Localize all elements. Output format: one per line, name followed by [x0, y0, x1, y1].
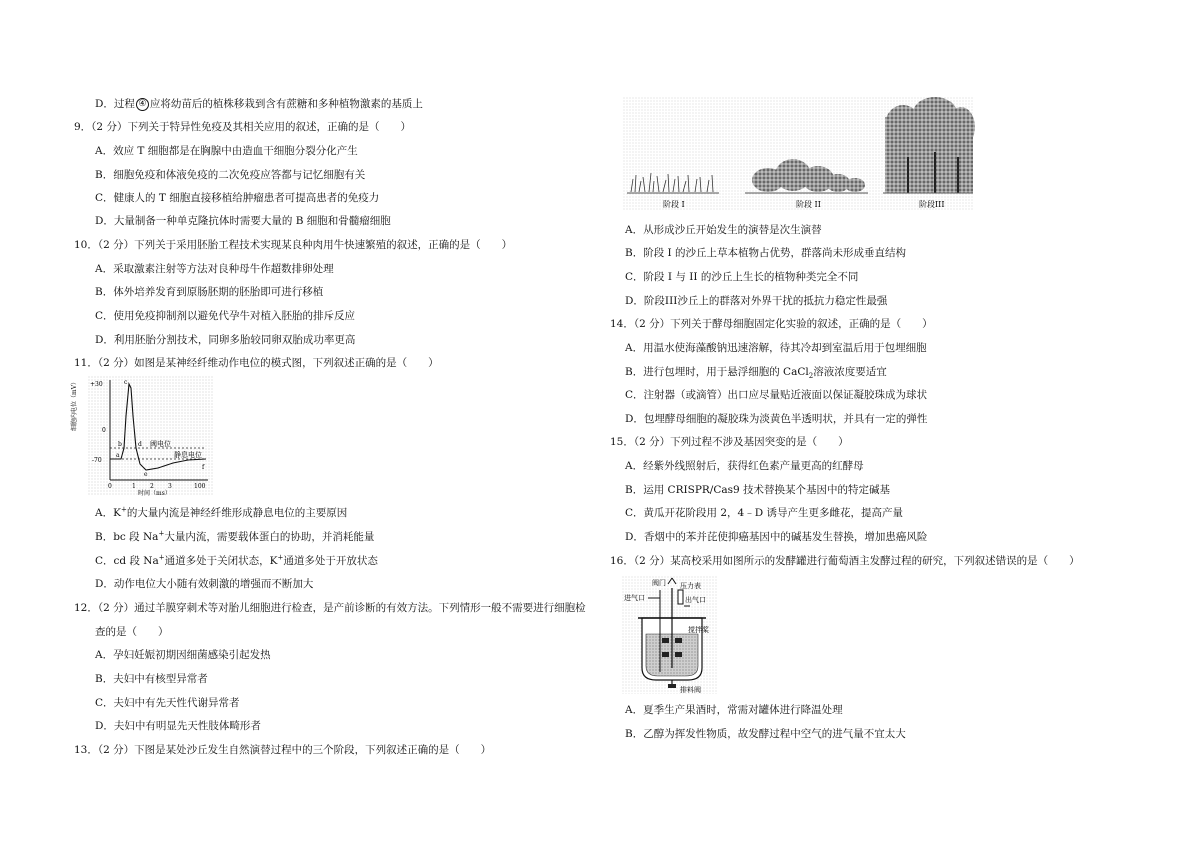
stirrer-label: 搅拌桨: [688, 626, 709, 634]
q11c-sup2: +: [277, 553, 284, 562]
point-e: e: [144, 471, 148, 478]
q8d-label: D．过程: [95, 98, 135, 110]
q14-option-d: D．包埋酵母细胞的凝胶珠为淡黄色半透明状，并具有一定的弹性: [625, 413, 928, 425]
q11a-sup: +: [120, 505, 127, 514]
threshold-label: 阈电位: [150, 440, 171, 448]
q14b-post: 溶液浓度要适宜: [813, 366, 887, 378]
q14b-pre: B．进行包埋时，用于悬浮细胞的 CaCl: [625, 366, 809, 378]
valve-label: 阀门: [652, 579, 666, 587]
q13-option-c: C．阶段 I 与 II 的沙丘上生长的植物种类完全不同: [625, 271, 859, 283]
q12-option-a: A．孕妇妊娠初期因细菌感染引起发热: [95, 649, 271, 661]
q12-stem-line1: 12．（2 分）通过羊膜穿刺术等对胎儿细胞进行检查，是产前诊断的有效方法。下列情形一般不需要进行细胞检: [74, 602, 586, 614]
q9-option-c: C．健康人的 T 细胞直接移植给肿瘤患者可提高患者的免疫力: [95, 192, 380, 204]
q11c-mid: 通道多处于关闭状态，K: [164, 555, 278, 567]
q10-option-d: D．利用胚胎分割技术，同卵多胎较同卵双胎成功率更高: [95, 334, 356, 346]
action-potential-graph: [71, 376, 213, 497]
q10-option-a: A．采取激素注射等方法对良种母牛作超数排卵处理: [95, 263, 334, 275]
q8-option-d: [95, 97, 423, 111]
y-tick-bottom: -70: [92, 457, 102, 464]
q12-stem-line2: 查的是（ ）: [95, 626, 169, 638]
inlet-label: 进气口: [624, 594, 645, 602]
q11a-post: 的大量内流是神经纤维形成静息电位的主要原因: [126, 507, 348, 519]
succession-figure: [623, 97, 973, 211]
y-tick-top: +30: [90, 381, 103, 388]
succession-illustration: [623, 97, 973, 211]
stage1-label: 阶段 I: [663, 200, 685, 209]
q15-option-a: A．经紫外线照射后，获得红色素产量更高的红酵母: [625, 460, 864, 472]
y-tick-zero: 0: [102, 427, 106, 434]
x-tick-3: 3: [168, 483, 172, 490]
stage3-label: 阶段III: [919, 200, 945, 209]
fermenter-diagram: [622, 576, 718, 694]
q11-option-d: D．动作电位大小随有效刺激的增强而不断加大: [95, 578, 314, 590]
resting-label: 静息电位: [174, 451, 202, 459]
q11b-pre: B．bc 段 Na: [95, 531, 159, 543]
q13-option-b: B．阶段 I 的沙丘上草本植物占优势，群落尚未形成垂直结构: [625, 247, 907, 259]
q12-option-b: B．夫妇中有核型异常者: [95, 673, 208, 685]
q11c-post: 通道多处于开放状态: [283, 555, 378, 567]
q11-option-c: [95, 554, 378, 568]
q14-option-a: A．用温水使海藻酸钠迅速溶解，待其冷却到室温后用于包埋细胞: [625, 342, 927, 354]
q13-option-a: A．从形成沙丘开始发生的演替是次生演替: [625, 224, 822, 236]
q9-option-b: B．细胞免疫和体液免疫的二次免疫应答都与记忆细胞有关: [95, 169, 366, 181]
q15-option-b: B．运用 CRISPR/Cas9 技术替换某个基因中的特定碱基: [625, 484, 891, 496]
q14-stem: 14．（2 分）下列关于酵母细胞固定化实验的叙述，正确的是（ ）: [610, 318, 933, 330]
point-d: d: [138, 441, 142, 448]
q10-option-c: C．使用免疫抑制剂以避免代孕牛对植入胚胎的排斥反应: [95, 310, 356, 322]
q13-option-d: D．阶段III沙丘上的群落对外界干扰的抵抗力稳定性最强: [625, 295, 888, 307]
q11b-sup: +: [158, 529, 165, 538]
circled-number: ④: [136, 98, 149, 111]
q10-option-b: B．体外培养发育到原肠胚期的胚胎即可进行移植: [95, 286, 324, 298]
x-tick-2: 2: [150, 483, 154, 490]
x-tick-100: 100: [194, 483, 206, 490]
q15-stem: 15．（2 分）下列过程不涉及基因突变的是（ ）: [610, 436, 849, 448]
q9-option-a: A．效应 T 细胞都是在胸腺中由造血干细胞分裂分化产生: [95, 145, 358, 157]
q11b-post: 大量内流，需要载体蛋白的协助，并消耗能量: [164, 531, 375, 543]
q11-stem: 11．（2 分）如图是某神经纤维动作电位的模式图，下列叙述正确的是（ ）: [74, 357, 439, 369]
q9-stem: 9．（2 分）下列关于特异性免疫及其相关应用的叙述，正确的是（ ）: [74, 121, 411, 133]
q13-stem: 13．（2 分）下图是某处沙丘发生自然演替过程中的三个阶段，下列叙述正确的是（ ）: [74, 744, 492, 756]
q12-option-d: D．夫妇中有明显先天性肢体畸形者: [95, 720, 261, 732]
x-tick-0: 0: [108, 483, 112, 490]
q16-option-b: B．乙醇为挥发性物质，故发酵过程中空气的进气量不宜太大: [625, 728, 906, 740]
q8d-text: 应将幼苗后的植株移栽到含有蔗糖和多种植物激素的基质上: [149, 98, 423, 110]
x-tick-1: 1: [132, 483, 136, 490]
q12-option-c: C．夫妇中有先天性代谢异常者: [95, 697, 240, 709]
q10-stem: 10．（2 分）下列关于采用胚胎工程技术实现某良种肉用牛快速繁殖的叙述，正确的是（ ）: [74, 239, 513, 251]
q11-option-a: [95, 506, 347, 520]
point-a: a: [116, 452, 120, 459]
q16-option-a: A．夏季生产果酒时，常需对罐体进行降温处理: [625, 704, 843, 716]
drain-label: 排料阀: [680, 686, 701, 694]
y-axis-label: 细胞内电位（mV）: [71, 378, 78, 431]
gauge-label: 压力表: [680, 582, 701, 590]
point-f: f: [202, 464, 205, 471]
point-b: b: [118, 441, 122, 448]
outlet-label: 出气口: [685, 596, 706, 604]
stage2-label: 阶段 II: [796, 200, 821, 209]
action-potential-figure: [71, 376, 213, 497]
q14b-sub: 2: [808, 372, 814, 381]
x-axis-label: 时间（ms）: [138, 490, 171, 497]
point-c: c: [124, 379, 128, 386]
q11-option-b: [95, 530, 374, 544]
q15-option-c: C．黄瓜开花阶段用 2，4﹣D 诱导产生更多雌花，提高产量: [625, 507, 903, 519]
fermenter-figure: [622, 576, 718, 694]
q9-option-d: D．大量制备一种单克隆抗体时需要大量的 B 细胞和骨髓瘤细胞: [95, 215, 391, 227]
q11c-pre: C．cd 段 Na: [95, 555, 159, 567]
q14-option-b: [625, 365, 887, 379]
q11c-sup1: +: [158, 553, 165, 562]
stage3-forest: [885, 97, 975, 193]
q11a-pre: A．K: [95, 507, 121, 519]
q15-option-d: D．香烟中的苯并芘使抑癌基因中的碱基发生替换，增加患癌风险: [625, 531, 928, 543]
q14-option-c: C．注射器（或滴管）出口应尽量贴近液面以保证凝胶珠成为球状: [625, 389, 928, 401]
q16-stem: 16．（2 分）某高校采用如图所示的发酵罐进行葡萄酒主发酵过程的研究，下列叙述错误的是（ ）: [610, 555, 1080, 567]
